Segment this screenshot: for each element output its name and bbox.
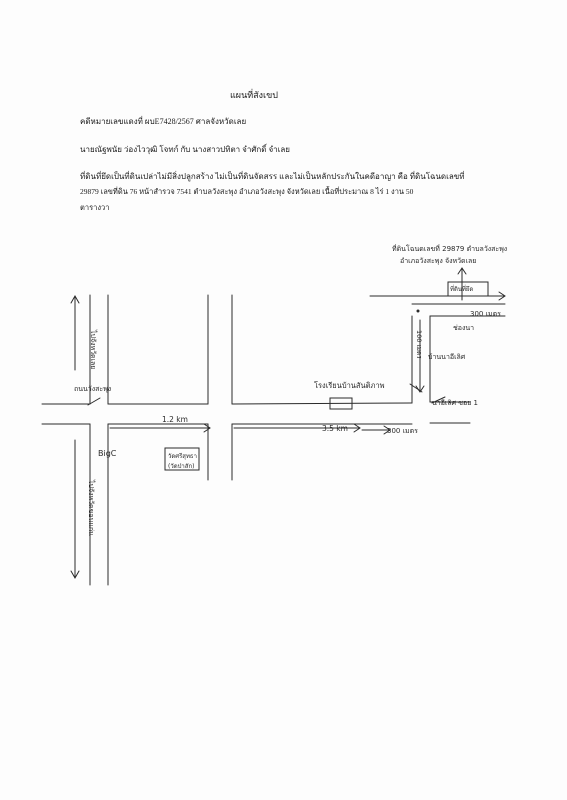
wangsaphung-road-label: ถนนวังสะพุง xyxy=(74,385,112,393)
main-road-bottom-edge xyxy=(42,423,470,424)
nalert-soi-label: นาอีเลิศ ซอย 1 xyxy=(432,399,479,407)
junction-marker xyxy=(417,310,420,313)
temple-label-line-2: (วัดป่าสัก) xyxy=(168,463,195,470)
distance-300m-bottom: 300 เมตร xyxy=(387,427,418,435)
land-description-line-3: ตารางวา xyxy=(80,203,110,212)
school-label: โรงเรียนบ้านสันติภาพ xyxy=(314,381,385,390)
land-description-line-2: 29879 เลขที่ดิน 76 หน้าสำรวจ 7541 ตำบลวังสะพุง อำเภอวังสะพุง จังหวัดเลย เนื้อที่ประมาณ 8 ไร่ 1 งาน 50 xyxy=(80,187,414,196)
document-title: แผนที่สังเขป xyxy=(230,90,278,100)
parties-line: นายณัฐพนัย ว่องไววุฒิ โจทก์ กับ นางสาวปทิตา จำศักดิ์ จำเลย xyxy=(80,145,290,154)
road-to-loei-label: ไปจังหวัดเลย xyxy=(89,330,97,370)
parcel-label: ที่ดินที่ยึด xyxy=(450,286,474,293)
village-road-label: บ้านนาอีเลิศ xyxy=(428,353,466,361)
distance-300m-top: 300 เมตร xyxy=(470,310,501,318)
land-description-line-1: ที่ดินที่ยึดเป็นที่ดินเปล่าไม่มีสิ่งปลูกสร้าง ไม่เป็นที่ดินจัดสรร และไม่เป็นหลักประกันในคดีอาญา คือ ที่ดินโฉนดเลขที่ xyxy=(80,172,465,181)
land-note-line-1: ที่ดินโฉนดเลขที่ 29879 ตำบลวังสะพุง xyxy=(392,245,508,253)
arrow-300m-bottom xyxy=(362,426,390,434)
main-road-top-edge xyxy=(42,402,470,404)
field-label: ช่องนา xyxy=(453,324,475,332)
road-to-khonkaen-label: ไปจังหวัดขอนแก่น xyxy=(87,480,95,536)
arrow-up-left-road xyxy=(71,296,79,370)
arrow-down-left-road xyxy=(71,440,79,578)
distance-100m: 100 เมตร xyxy=(415,330,423,359)
distance-3-5km: 3.5 km xyxy=(322,424,348,433)
bigc-label: BigC xyxy=(98,449,117,458)
distance-1-2km: 1.2 km xyxy=(162,415,188,424)
temple-label-line-1: วัดศรีสุทธา xyxy=(168,453,197,460)
arrow-1-2km xyxy=(110,424,210,432)
case-number-line: คดีหมายเลขแดงที่ ผบE7428/2567 ศาลจังหวัดเลย xyxy=(80,117,247,126)
land-note-line-2: อำเภอวังสะพุง จังหวัดเลย xyxy=(400,257,477,265)
